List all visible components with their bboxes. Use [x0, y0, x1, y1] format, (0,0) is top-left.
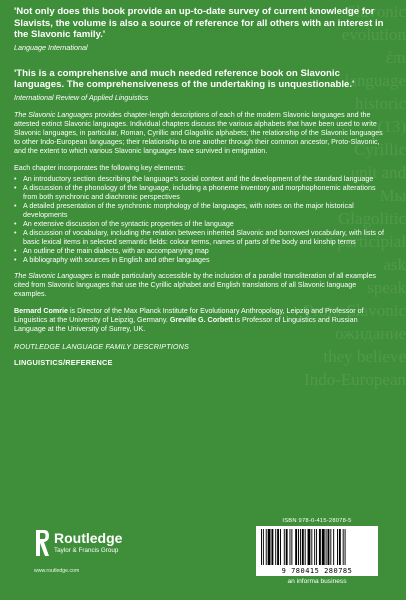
feature-text: An outline of the main dialects, with an accompanying map	[23, 246, 209, 255]
barcode-bar	[330, 529, 331, 565]
isbn-text: ISBN 978-0-415-28078-5	[282, 518, 352, 524]
background-word: evolution	[341, 25, 406, 44]
barcode-digits: 9 780415 280785	[281, 567, 353, 575]
barcode-bar	[291, 529, 292, 565]
barcode-bar	[343, 529, 344, 565]
background-word: Cyrillic	[354, 140, 406, 159]
barcode-bar	[271, 529, 273, 565]
barcode-bar	[290, 529, 291, 565]
book-title-italic: The Slavonic Languages	[14, 110, 93, 119]
feature-text: A detailed presentation of the synchronic morphology of the languages, with notes on the major historical developments	[23, 202, 354, 220]
description-paragraph	[14, 111, 386, 156]
barcode-bar	[268, 529, 271, 565]
feature-item	[14, 256, 386, 265]
review-quote-2: 'This is a comprehensive and much needed reference book on Slavonic languages. The comprehensiveness of the undertaking is unquestionable.'	[14, 67, 355, 91]
barcode-bar	[263, 529, 264, 565]
barcode-bar	[300, 529, 301, 565]
background-word: unit and	[350, 163, 406, 182]
feature-item	[14, 229, 386, 247]
accessibility-paragraph	[14, 272, 386, 299]
barcode-bar	[326, 529, 327, 565]
accessibility-text: is made particularly accessible by the inclusion of a parallel transliteration of all examples cited from Slavonic languages that use the Cyrillic alphabet and English translations of all Slavonic language examples.	[14, 272, 376, 299]
barcode-bar	[333, 529, 334, 565]
barcode-bar	[337, 529, 338, 565]
background-word: (13)	[377, 117, 406, 136]
barcode-bar	[319, 529, 321, 565]
review-source-1: Language International	[14, 42, 88, 52]
bullet-icon: •	[14, 255, 17, 264]
barcode-bar	[286, 529, 288, 565]
review-source-2: International Review of Applied Linguistics	[14, 92, 149, 102]
feature-item	[14, 202, 386, 220]
feature-item	[14, 220, 386, 229]
feature-text: A discussion of vocabulary, including the relation between inherited Slavonic and borrowed vocabulary, with lists of basic lexical items in selected semantic fields: colour terms, names of parts of the body and kinship terms	[23, 228, 384, 246]
review-quote-1: 'Not only does this book provide an up-to-date survey of current knowledge for Slavists, the volume is also a source of reference for all others with an interest in the Slavonic family.'	[14, 6, 384, 41]
background-word: speak	[367, 278, 406, 297]
background-word: Indo-European	[304, 370, 406, 389]
routledge-mark-icon	[34, 528, 50, 558]
series-name: ROUTLEDGE LANGUAGE FAMILY DESCRIPTIONS	[14, 341, 189, 351]
back-cover-content	[14, 6, 386, 367]
barcode-bar	[284, 529, 285, 565]
barcode-bar	[266, 529, 267, 565]
feature-item	[14, 247, 386, 256]
feature-text: A bibliography with sources in English and other languages	[23, 255, 210, 264]
background-word: they believe	[323, 347, 406, 366]
bullet-icon: •	[14, 219, 17, 228]
barcode-bar	[345, 529, 346, 565]
barcode-bar	[275, 529, 276, 565]
informa-business-tagline: an informa business	[287, 578, 347, 585]
editor-name-1: Bernard Comrie	[14, 307, 68, 316]
barcode	[256, 526, 378, 576]
barcode-bar	[295, 529, 297, 565]
bullet-icon: •	[14, 175, 17, 184]
background-word: Glagolitic	[338, 209, 406, 228]
background-word: language	[344, 71, 406, 90]
barcode-bar	[314, 529, 315, 565]
publisher-website: www.routledge.com	[34, 568, 80, 574]
barcode-bars-icon	[261, 529, 373, 565]
barcode-bar	[302, 529, 304, 565]
barcode-bar	[322, 529, 325, 565]
feature-item	[14, 184, 386, 202]
features-intro: Each chapter incorporates the following key elements:	[14, 163, 186, 172]
barcode-bar	[308, 529, 311, 565]
barcode-bar	[339, 529, 341, 565]
editors-paragraph	[14, 307, 386, 334]
publisher-logo	[34, 528, 154, 562]
feature-text: An introductory section describing the language's social context and the development of the standard language	[23, 175, 374, 184]
bullet-icon: •	[14, 202, 17, 211]
background-word: Slavonic	[346, 2, 406, 21]
background-word: historic	[355, 94, 406, 113]
background-word: ἐπι	[385, 48, 406, 67]
bullet-icon: •	[14, 246, 17, 255]
editor-name-2: Greville G. Corbett	[169, 316, 233, 325]
publisher-group: Taylor & Francis Group	[54, 547, 119, 554]
barcode-bar	[280, 529, 281, 565]
editor-bio-1: is Director of the Max Planck Institute for Evolutionary Anthropology, Leipzig and Professor of Linguistics at the University of Leipzig, Germany.	[14, 307, 364, 325]
barcode-bar	[328, 529, 330, 565]
barcode-bar	[305, 529, 306, 565]
barcode-bar	[298, 529, 299, 565]
editor-bio-2: is Professor of Linguistics and Russian Language at the University of Surrey, UK.	[14, 316, 358, 333]
background-word: Мы	[379, 186, 406, 205]
feature-item	[14, 175, 386, 184]
isbn-block	[256, 518, 378, 585]
description-text: provides chapter-length descriptions of each of the modern Slavonic languages and the attested extinct Slavonic languages. Individual chapters discuss the various alphabets that have been used to write Slavonic languages, in particular, Roman, Cyrillic and Glagolitic alphabets; the relationship of the Slavonic languages to other Indo-European languages; their relationship to one another through their common ancestor, Proto-Slavonic, and the extent to which various Slavonic languages have survived in emigration.	[14, 110, 383, 155]
barcode-bar	[311, 529, 312, 565]
barcode-bar	[261, 529, 262, 565]
bullet-icon: •	[14, 184, 17, 193]
bullet-icon: •	[14, 228, 17, 237]
feature-text: An extensive discussion of the syntactic properties of the language	[23, 219, 234, 228]
subject-category: LINGUISTICS/REFERENCE	[14, 357, 113, 367]
publisher-name: Routledge	[54, 530, 123, 546]
background-word: participial	[337, 232, 406, 251]
background-word: ask	[383, 255, 406, 274]
book-title-italic: The Slavonic Languages	[14, 272, 93, 281]
background-word: ожидание	[335, 324, 406, 343]
barcode-bar	[277, 529, 279, 565]
feature-text: A discussion of the phonology of the language, including a phoneme inventory and morphophonemic alterations from both synchronic and diachronic perspectives	[23, 184, 376, 202]
barcode-bar	[316, 529, 317, 565]
features-list	[14, 175, 386, 264]
background-word: Proto-Slavonic	[304, 301, 406, 320]
